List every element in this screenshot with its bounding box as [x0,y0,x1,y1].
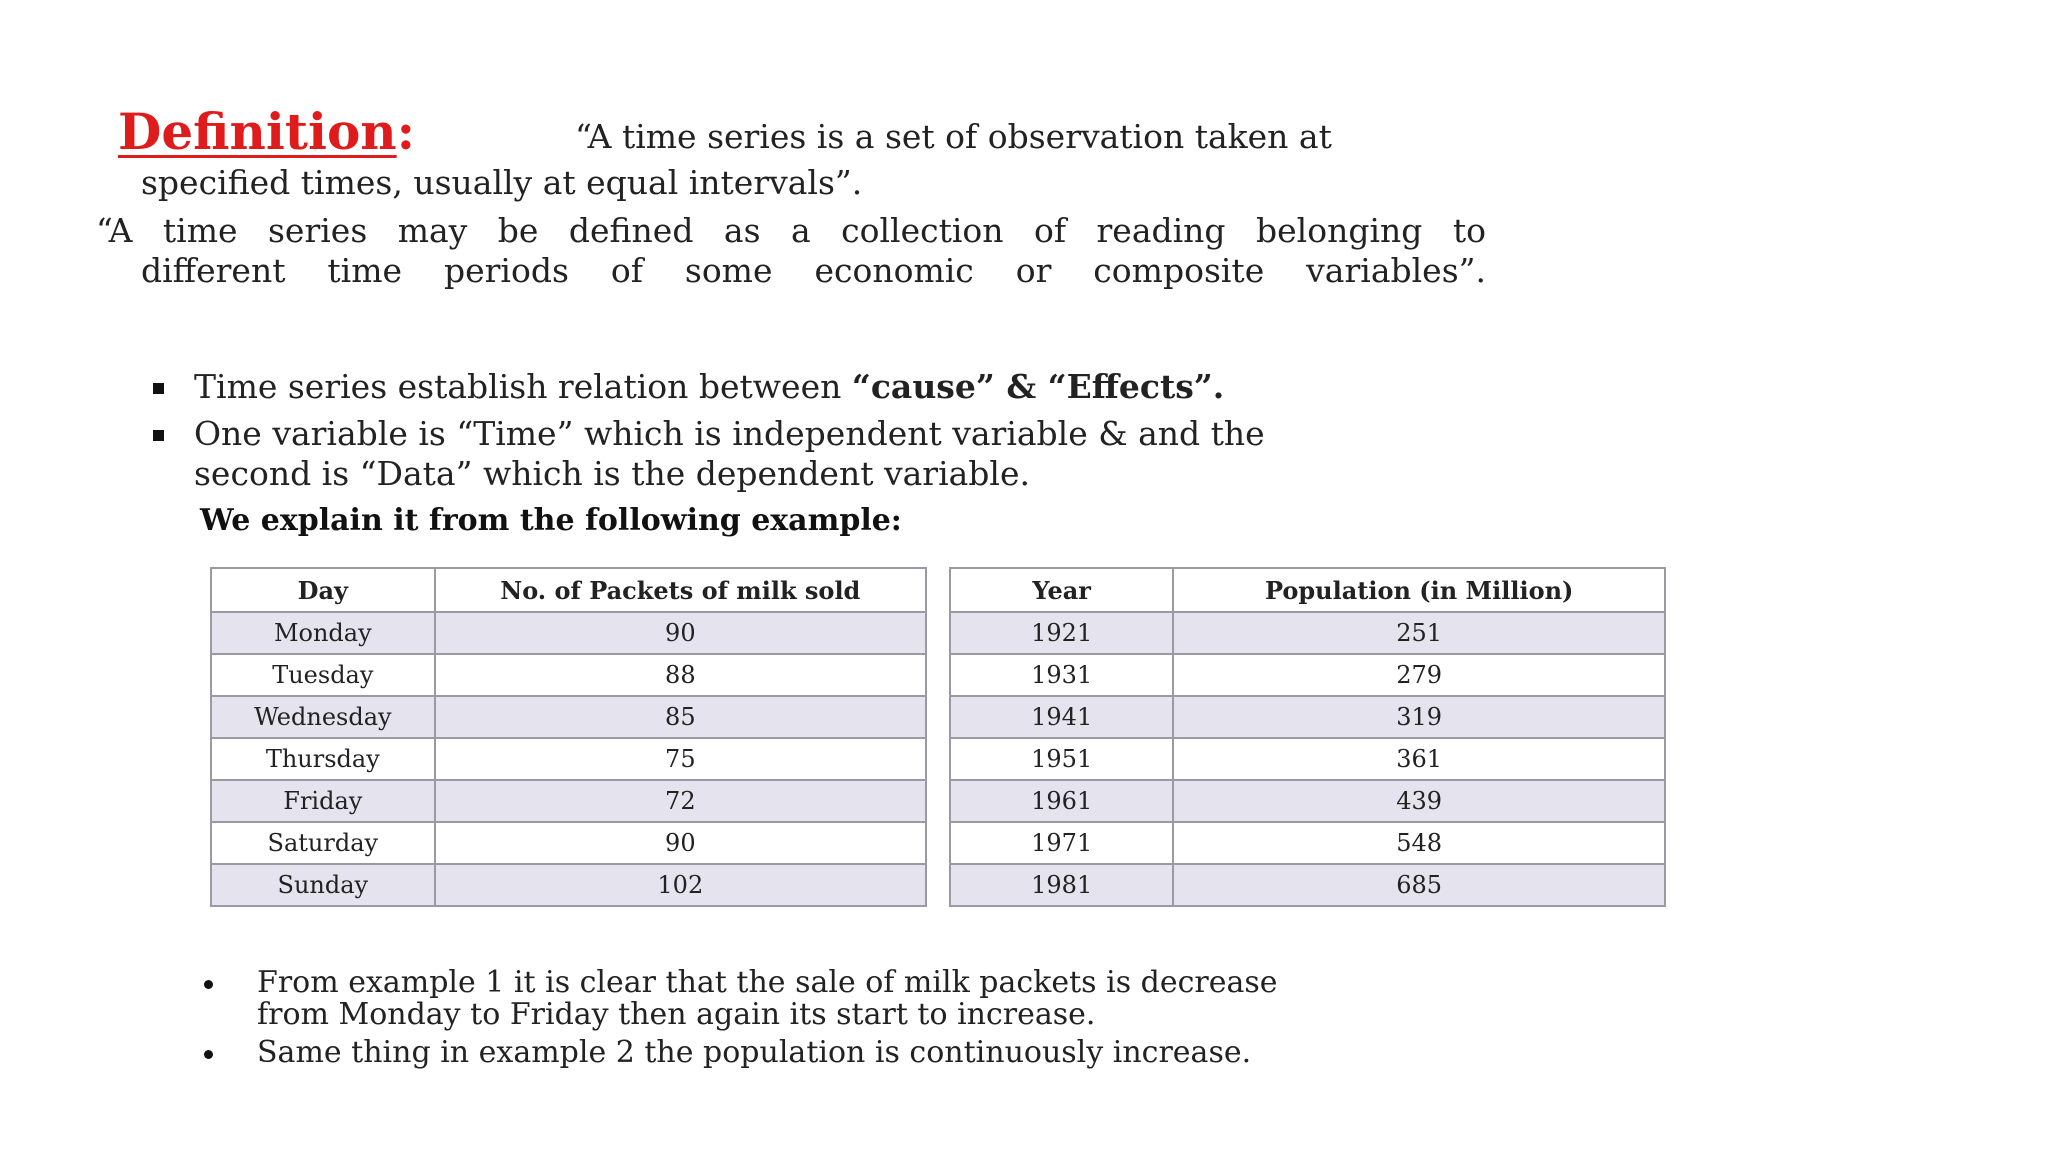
table-row [211,822,926,864]
table-row [950,822,1665,864]
table-cell: 1961 [950,780,1173,822]
table-cell: Saturday [211,822,435,864]
note-1-line-1: From example 1 it is clear that the sale of milk packets is decrease [257,965,1278,1000]
column-header: No. of Packets of milk sold [435,568,926,612]
table-cell: 1921 [950,612,1173,654]
table-cell: Monday [211,612,435,654]
table-row [950,612,1665,654]
table-row [950,780,1665,822]
table-cell: Friday [211,780,435,822]
note-1-line-2: from Monday to Friday then again its start to increase. [257,997,1096,1032]
definition-line-3: “A time series may be defined as a collection of reading belonging to [96,211,1486,250]
table-cell: Sunday [211,864,435,906]
bullet-marker [204,1050,213,1059]
table-cell: Thursday [211,738,435,780]
table-cell: Wednesday [211,696,435,738]
bullet-marker [204,980,213,989]
table-row [211,780,926,822]
table-cell: Tuesday [211,654,435,696]
table-row [950,864,1665,906]
table-cell: 1971 [950,822,1173,864]
table-header-row [211,568,926,612]
example-intro: We explain it from the following example: [200,503,902,538]
table-row [211,738,926,780]
table-row [211,696,926,738]
definition-line-1: “A time series is a set of observation taken at [575,117,1332,156]
bullet-2-line-1: One variable is “Time” which is independent variable & and the [194,414,1265,453]
table-header-row [950,568,1665,612]
bullet-marker [153,430,164,441]
table-cell: 1941 [950,696,1173,738]
table-cell: 1981 [950,864,1173,906]
table-cell: 1951 [950,738,1173,780]
table-cell: 361 [1173,738,1665,780]
table-cell: 102 [435,864,926,906]
table-cell: 251 [1173,612,1665,654]
definition-title: Definition: [118,102,416,161]
note-2: Same thing in example 2 the population is continuously increase. [257,1035,1252,1070]
table-cell: 75 [435,738,926,780]
table-cell: 90 [435,822,926,864]
table-cell: 279 [1173,654,1665,696]
table-cell: 88 [435,654,926,696]
table-row [950,696,1665,738]
table-cell: 90 [435,612,926,654]
table-row [950,654,1665,696]
column-header: Population (in Million) [1173,568,1665,612]
table-row [211,864,926,906]
table-row [211,654,926,696]
column-header: Year [950,568,1173,612]
table-cell: 319 [1173,696,1665,738]
table-row [950,738,1665,780]
table-cell: 548 [1173,822,1665,864]
population-table [949,567,1666,907]
table-row [211,612,926,654]
table-cell: 1931 [950,654,1173,696]
bullet-1: Time series establish relation between “cause” & “Effects”. [194,367,1225,406]
table-cell: 439 [1173,780,1665,822]
bullet-2-line-2: second is “Data” which is the dependent variable. [194,454,1030,493]
milk-sales-table [210,567,927,907]
definition-line-4: different time periods of some economic or composite variables”. [141,251,1486,290]
column-header: Day [211,568,435,612]
bullet-marker [153,383,164,394]
definition-line-2: specified times, usually at equal intervals”. [141,163,863,202]
table-cell: 85 [435,696,926,738]
table-cell: 72 [435,780,926,822]
table-cell: 685 [1173,864,1665,906]
